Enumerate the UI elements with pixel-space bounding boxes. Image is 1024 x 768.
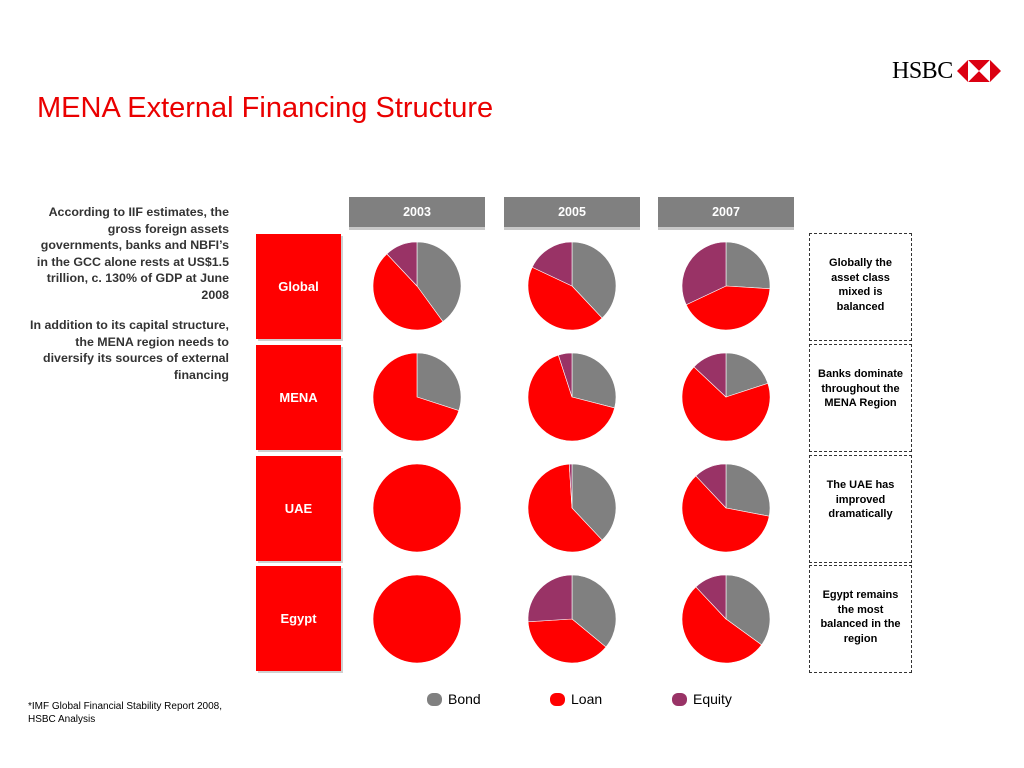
legend-label-bond: Bond	[448, 691, 481, 707]
legend-swatch-bond	[427, 693, 442, 706]
pie-slice-bond	[726, 464, 770, 516]
pie-slice-loan	[373, 464, 461, 552]
pie-global-2005	[528, 242, 616, 330]
legend-swatch-loan	[550, 693, 565, 706]
pie-egypt-2007	[682, 575, 770, 663]
year-header-2007: 2007	[658, 197, 794, 230]
legend-swatch-equity	[672, 693, 687, 706]
pie-mena-2003	[373, 353, 461, 441]
pie-mena-2005	[528, 353, 616, 441]
note-egypt: Egypt remains the most balanced in the region	[809, 565, 912, 673]
pie-uae-2005	[528, 464, 616, 552]
region-label-egypt: Egypt	[256, 566, 341, 671]
intro-paragraph: According to IIF estimates, the gross foreign assets governments, banks and NBFI’s in the GCC alone rests at US$1.5 trillion, c. 130% of GDP at June 2008	[36, 205, 229, 302]
region-label-global: Global	[256, 234, 341, 339]
pie-egypt-2005	[528, 575, 616, 663]
page-title: MENA External Financing Structure	[37, 92, 494, 124]
intro-paragraph: In addition to its capital structure, the MENA region needs to diversify its sources of external financing	[30, 318, 229, 382]
legend-label-loan: Loan	[571, 691, 603, 707]
pie-slice-loan	[373, 575, 461, 663]
legend-item-loan	[550, 691, 602, 707]
pie-global-2003	[373, 242, 461, 330]
pie-slice-bond	[726, 242, 770, 289]
pie-global-2007	[682, 242, 770, 330]
legend-label-equity: Equity	[693, 691, 732, 707]
pie-uae-2003	[373, 464, 461, 552]
legend-item-equity	[672, 691, 732, 707]
year-header-2003: 2003	[349, 197, 485, 230]
note-uae: The UAE has improved dramatically	[809, 455, 912, 563]
year-header-2005: 2005	[504, 197, 640, 230]
pie-slice-equity	[528, 575, 572, 622]
pie-uae-2007	[682, 464, 770, 552]
legend-item-bond	[427, 691, 481, 707]
region-label-mena: MENA	[256, 345, 341, 450]
pie-egypt-2003	[373, 575, 461, 663]
note-global: Globally the asset class mixed is balanced	[809, 233, 912, 341]
pie-mena-2007	[682, 353, 770, 441]
note-mena: Banks dominate throughout the MENA Region	[809, 344, 912, 452]
hsbc-logo-text: HSBC	[892, 57, 953, 84]
footnote: *IMF Global Financial Stability Report 2008, HSBC Analysis	[28, 701, 222, 725]
region-label-uae: UAE	[256, 456, 341, 561]
